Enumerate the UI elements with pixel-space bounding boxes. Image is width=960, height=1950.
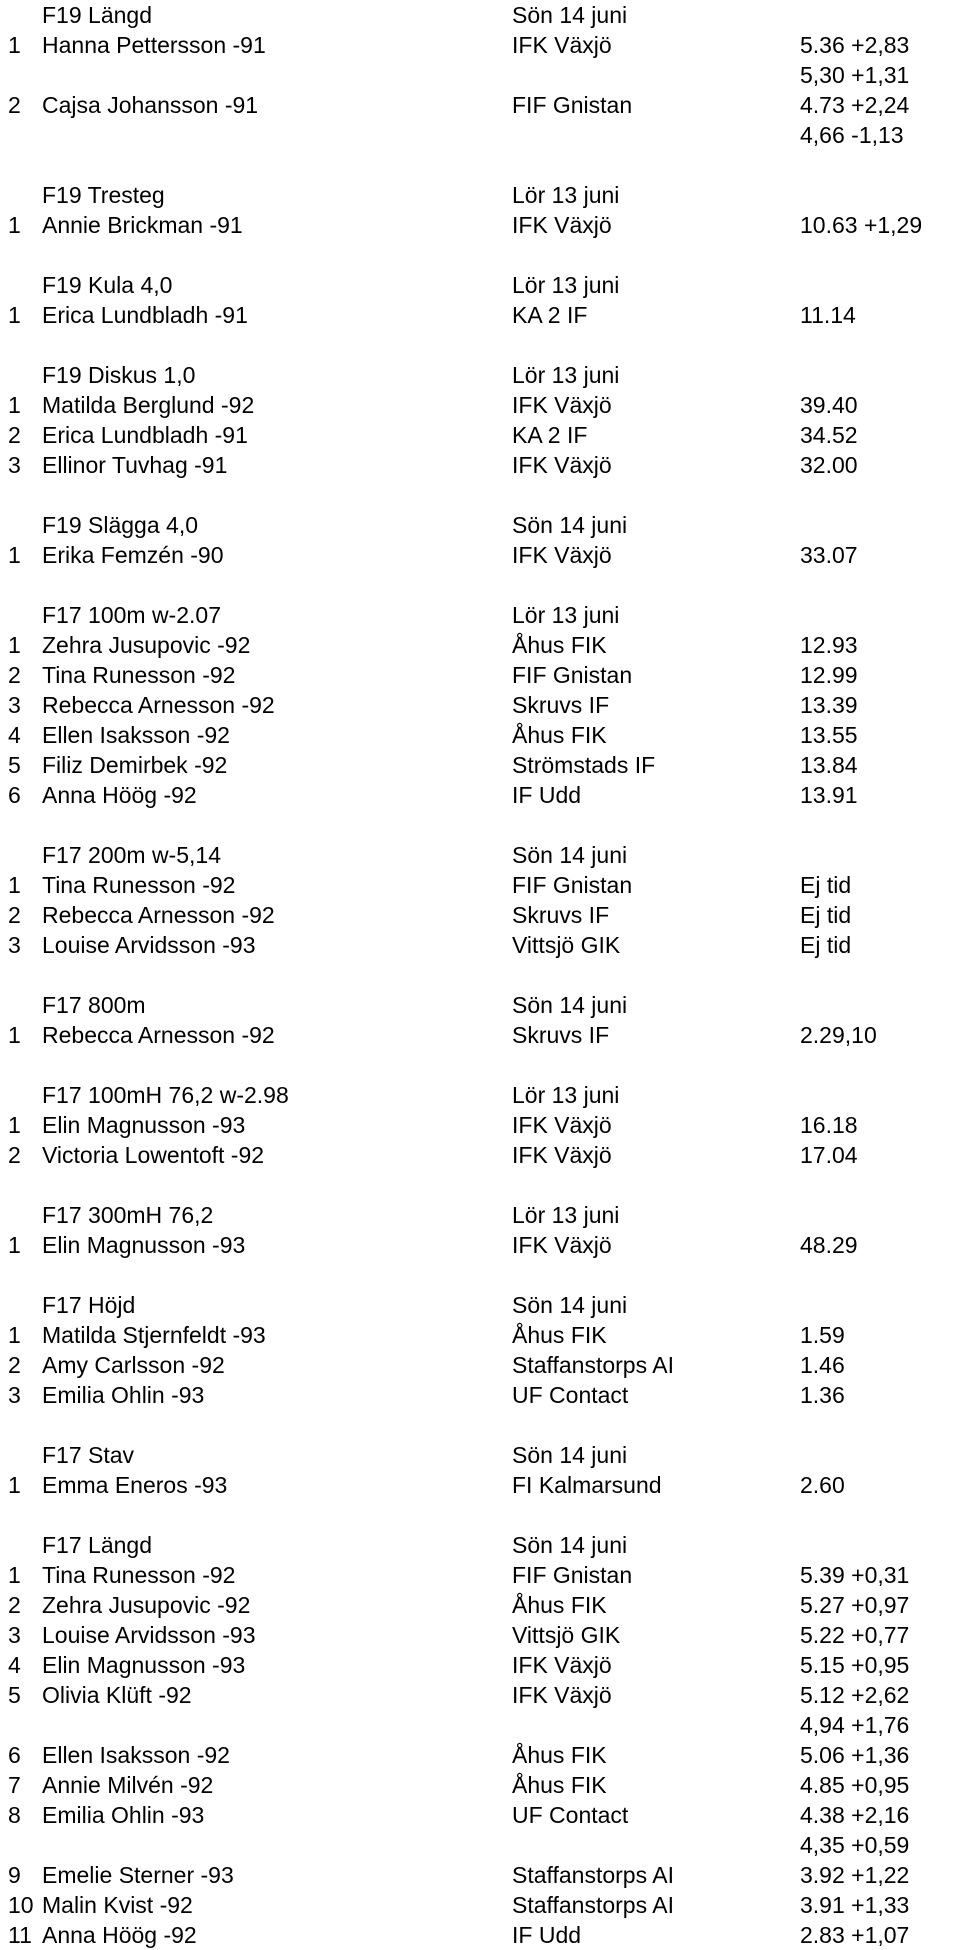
event-header — [0, 180, 960, 210]
result-value: 4.73 +2,24 — [800, 92, 910, 118]
club-name: Skruvs IF — [512, 1022, 610, 1048]
club-name: Åhus FIK — [512, 722, 607, 748]
result-value: 13.55 — [800, 722, 858, 748]
place-number: 3 — [8, 1382, 21, 1408]
athlete-name: Louise Arvidsson -93 — [42, 932, 256, 958]
result-value: 2.60 — [800, 1472, 845, 1498]
result-value: 5.22 +0,77 — [800, 1622, 910, 1648]
result-row — [0, 1710, 960, 1740]
place-number: 4 — [8, 722, 21, 748]
result-value: 1.46 — [800, 1352, 845, 1378]
place-number: 2 — [8, 422, 21, 448]
result-row — [0, 1860, 960, 1890]
result-row — [0, 450, 960, 480]
place-number: 1 — [8, 1022, 21, 1048]
result-value: 5.27 +0,97 — [800, 1592, 910, 1618]
result-row — [0, 390, 960, 420]
athlete-name: Amy Carlsson -92 — [42, 1352, 225, 1378]
club-name: FIF Gnistan — [512, 872, 633, 898]
place-number: 1 — [8, 1232, 21, 1258]
event-header — [0, 510, 960, 540]
result-row — [0, 1890, 960, 1920]
place-number: 11 — [8, 1922, 32, 1948]
place-number: 1 — [8, 392, 21, 418]
event-name: F17 100m w-2.07 — [42, 602, 221, 628]
result-row — [0, 660, 960, 690]
club-name: Åhus FIK — [512, 1742, 607, 1768]
result-value: 5.06 +1,36 — [800, 1742, 910, 1768]
result-value: 3.91 +1,33 — [800, 1892, 910, 1918]
result-row — [0, 690, 960, 720]
result-row — [0, 210, 960, 240]
result-row — [0, 90, 960, 120]
result-value: 11.14 — [800, 302, 856, 328]
event-name: F17 Längd — [42, 1532, 152, 1558]
result-value: 4.85 +0,95 — [800, 1772, 910, 1798]
athlete-name: Louise Arvidsson -93 — [42, 1622, 256, 1648]
club-name: IFK Växjö — [512, 452, 612, 478]
result-row — [0, 750, 960, 780]
result-value: 2.83 +1,07 — [800, 1922, 910, 1948]
result-row — [0, 1560, 960, 1590]
athlete-name: Erika Femzén -90 — [42, 542, 224, 568]
result-value: 32.00 — [800, 452, 858, 478]
athlete-name: Olivia Klüft -92 — [42, 1682, 192, 1708]
athlete-name: Rebecca Arnesson -92 — [42, 1022, 275, 1048]
athlete-name: Ellen Isaksson -92 — [42, 1742, 230, 1768]
event-date: Lör 13 juni — [512, 602, 620, 628]
result-row — [0, 1590, 960, 1620]
place-number: 5 — [8, 1682, 21, 1708]
event-header — [0, 0, 960, 30]
athlete-name: Ellinor Tuvhag -91 — [42, 452, 228, 478]
result-row — [0, 1320, 960, 1350]
event-header — [0, 1440, 960, 1470]
event-date: Sön 14 juni — [512, 1532, 628, 1558]
place-number: 1 — [8, 632, 21, 658]
athlete-name: Annie Brickman -91 — [42, 212, 243, 238]
place-number: 6 — [8, 1742, 21, 1768]
place-number: 2 — [8, 662, 21, 688]
result-row — [0, 780, 960, 810]
athlete-name: Tina Runesson -92 — [42, 1562, 236, 1588]
result-row — [0, 60, 960, 90]
event-date: Sön 14 juni — [512, 1442, 628, 1468]
result-row — [0, 540, 960, 570]
club-name: IFK Växjö — [512, 1142, 612, 1168]
result-row — [0, 1740, 960, 1770]
result-row — [0, 900, 960, 930]
athlete-name: Rebecca Arnesson -92 — [42, 902, 275, 928]
event-name: F19 Kula 4,0 — [42, 272, 173, 298]
athlete-name: Elin Magnusson -93 — [42, 1232, 246, 1258]
result-row — [0, 1230, 960, 1260]
athlete-name: Anna Höög -92 — [42, 782, 197, 808]
event-date: Lör 13 juni — [512, 1202, 620, 1228]
athlete-name: Matilda Berglund -92 — [42, 392, 255, 418]
result-value: 34.52 — [800, 422, 858, 448]
club-name: IFK Växjö — [512, 212, 612, 238]
result-value: 5,30 +1,31 — [800, 62, 910, 88]
result-value: Ej tid — [800, 902, 852, 928]
athlete-name: Tina Runesson -92 — [42, 872, 236, 898]
event-date: Lör 13 juni — [512, 272, 620, 298]
athlete-name: Cajsa Johansson -91 — [42, 92, 259, 118]
result-value: 13.84 — [800, 752, 858, 778]
event-date: Sön 14 juni — [512, 2, 628, 28]
place-number: 3 — [8, 932, 21, 958]
result-value: 4,66 -1,13 — [800, 122, 904, 148]
event-header — [0, 360, 960, 390]
place-number: 8 — [8, 1802, 21, 1828]
athlete-name: Filiz Demirbek -92 — [42, 752, 228, 778]
place-number: 1 — [8, 1472, 21, 1498]
event-header — [0, 270, 960, 300]
result-value: Ej tid — [800, 872, 852, 898]
club-name: Åhus FIK — [512, 632, 607, 658]
club-name: FIF Gnistan — [512, 662, 633, 688]
club-name: IFK Växjö — [512, 32, 612, 58]
result-value: 3.92 +1,22 — [800, 1862, 910, 1888]
club-name: Åhus FIK — [512, 1772, 607, 1798]
place-number: 1 — [8, 212, 21, 238]
event-date: Sön 14 juni — [512, 1292, 628, 1318]
club-name: FIF Gnistan — [512, 1562, 633, 1588]
club-name: Åhus FIK — [512, 1592, 607, 1618]
place-number: 1 — [8, 872, 21, 898]
place-number: 3 — [8, 1622, 21, 1648]
event-name: F17 200m w-5,14 — [42, 842, 221, 868]
athlete-name: Ellen Isaksson -92 — [42, 722, 230, 748]
result-row — [0, 1770, 960, 1800]
place-number: 1 — [8, 32, 21, 58]
event-header — [0, 1290, 960, 1320]
result-value: 13.91 — [800, 782, 858, 808]
result-row — [0, 1380, 960, 1410]
result-row — [0, 1620, 960, 1650]
result-value: 10.63 +1,29 — [800, 212, 923, 238]
club-name: KA 2 IF — [512, 302, 588, 328]
club-name: IFK Växjö — [512, 392, 612, 418]
event-header — [0, 600, 960, 630]
club-name: IF Udd — [512, 782, 582, 808]
event-name: F19 Diskus 1,0 — [42, 362, 196, 388]
club-name: Staffanstorps AI — [512, 1892, 674, 1918]
result-value: 5.15 +0,95 — [800, 1652, 910, 1678]
place-number: 1 — [8, 1562, 21, 1588]
place-number: 6 — [8, 782, 21, 808]
athlete-name: Rebecca Arnesson -92 — [42, 692, 275, 718]
place-number: 5 — [8, 752, 21, 778]
club-name: Staffanstorps AI — [512, 1862, 674, 1888]
event-name: F19 Längd — [42, 2, 152, 28]
result-value: 5.36 +2,83 — [800, 32, 910, 58]
place-number: 1 — [8, 542, 21, 568]
place-number: 2 — [8, 92, 21, 118]
event-header — [0, 840, 960, 870]
result-value: 5.39 +0,31 — [800, 1562, 910, 1588]
result-row — [0, 1140, 960, 1170]
result-value: 12.93 — [800, 632, 858, 658]
athlete-name: Elin Magnusson -93 — [42, 1112, 246, 1138]
athlete-name: Annie Milvén -92 — [42, 1772, 214, 1798]
event-name: F17 300mH 76,2 — [42, 1202, 214, 1228]
club-name: Vittsjö GIK — [512, 1622, 621, 1648]
club-name: IF Udd — [512, 1922, 582, 1948]
result-value: 5.12 +2,62 — [800, 1682, 910, 1708]
result-value: 39.40 — [800, 392, 858, 418]
event-header — [0, 1080, 960, 1110]
athlete-name: Hanna Pettersson -91 — [42, 32, 266, 58]
result-value: 1.36 — [800, 1382, 845, 1408]
place-number: 3 — [8, 452, 21, 478]
result-value: 1.59 — [800, 1322, 845, 1348]
club-name: IFK Växjö — [512, 1682, 612, 1708]
athlete-name: Emma Eneros -93 — [42, 1472, 228, 1498]
result-value: 4,94 +1,76 — [800, 1712, 910, 1738]
result-row — [0, 1830, 960, 1860]
result-row — [0, 420, 960, 450]
athlete-name: Emilia Ohlin -93 — [42, 1802, 205, 1828]
result-value: 4.38 +2,16 — [800, 1802, 910, 1828]
club-name: UF Contact — [512, 1802, 629, 1828]
event-date: Sön 14 juni — [512, 992, 628, 1018]
club-name: FI Kalmarsund — [512, 1472, 662, 1498]
place-number: 7 — [8, 1772, 21, 1798]
athlete-name: Matilda Stjernfeldt -93 — [42, 1322, 266, 1348]
place-number: 1 — [8, 302, 21, 328]
event-date: Sön 14 juni — [512, 512, 628, 538]
result-row — [0, 300, 960, 330]
result-row — [0, 1110, 960, 1140]
result-row — [0, 1680, 960, 1710]
place-number: 2 — [8, 1592, 21, 1618]
result-value: 2.29,10 — [800, 1022, 877, 1048]
result-value: 33.07 — [800, 542, 858, 568]
place-number: 1 — [8, 1322, 21, 1348]
athlete-name: Malin Kvist -92 — [42, 1892, 193, 1918]
athlete-name: Zehra Jusupovic -92 — [42, 632, 251, 658]
result-value: 17.04 — [800, 1142, 858, 1168]
club-name: KA 2 IF — [512, 422, 588, 448]
event-name: F17 Stav — [42, 1442, 135, 1468]
club-name: Staffanstorps AI — [512, 1352, 674, 1378]
result-row — [0, 720, 960, 750]
athlete-name: Anna Höög -92 — [42, 1922, 197, 1948]
club-name: Strömstads IF — [512, 752, 656, 778]
club-name: Åhus FIK — [512, 1322, 607, 1348]
result-value: Ej tid — [800, 932, 852, 958]
event-name: F17 800m — [42, 992, 146, 1018]
club-name: Skruvs IF — [512, 692, 610, 718]
place-number: 2 — [8, 902, 21, 928]
result-value: 16.18 — [800, 1112, 858, 1138]
athlete-name: Erica Lundbladh -91 — [42, 422, 248, 448]
event-date: Lör 13 juni — [512, 362, 620, 388]
result-row — [0, 930, 960, 960]
event-header — [0, 990, 960, 1020]
athlete-name: Elin Magnusson -93 — [42, 1652, 246, 1678]
place-number: 2 — [8, 1142, 21, 1168]
result-value: 12.99 — [800, 662, 858, 688]
athlete-name: Erica Lundbladh -91 — [42, 302, 248, 328]
place-number: 1 — [8, 1112, 21, 1138]
event-header — [0, 1530, 960, 1560]
club-name: IFK Växjö — [512, 1652, 612, 1678]
place-number: 4 — [8, 1652, 21, 1678]
event-date: Lör 13 juni — [512, 182, 620, 208]
result-value: 13.39 — [800, 692, 858, 718]
club-name: Vittsjö GIK — [512, 932, 621, 958]
result-value: 4,35 +0,59 — [800, 1832, 910, 1858]
result-row — [0, 870, 960, 900]
club-name: IFK Växjö — [512, 1112, 612, 1138]
athlete-name: Tina Runesson -92 — [42, 662, 236, 688]
athlete-name: Emelie Sterner -93 — [42, 1862, 234, 1888]
result-row — [0, 1800, 960, 1830]
result-row — [0, 1650, 960, 1680]
club-name: IFK Växjö — [512, 542, 612, 568]
place-number: 9 — [8, 1862, 21, 1888]
athlete-name: Emilia Ohlin -93 — [42, 1382, 205, 1408]
event-header — [0, 1200, 960, 1230]
event-name: F19 Slägga 4,0 — [42, 512, 199, 538]
athlete-name: Zehra Jusupovic -92 — [42, 1592, 251, 1618]
result-row — [0, 120, 960, 150]
result-row — [0, 30, 960, 60]
event-name: F17 Höjd — [42, 1292, 136, 1318]
event-name: F19 Tresteg — [42, 182, 165, 208]
club-name: UF Contact — [512, 1382, 629, 1408]
place-number: 10 — [8, 1892, 34, 1918]
event-name: F17 100mH 76,2 w-2.98 — [42, 1082, 289, 1108]
club-name: IFK Växjö — [512, 1232, 612, 1258]
event-date: Sön 14 juni — [512, 842, 628, 868]
result-row — [0, 1470, 960, 1500]
result-value: 48.29 — [800, 1232, 858, 1258]
place-number: 3 — [8, 692, 21, 718]
place-number: 2 — [8, 1352, 21, 1378]
event-date: Lör 13 juni — [512, 1082, 620, 1108]
result-row — [0, 630, 960, 660]
club-name: Skruvs IF — [512, 902, 610, 928]
result-row — [0, 1020, 960, 1050]
result-row — [0, 1350, 960, 1380]
result-row — [0, 1920, 960, 1950]
club-name: FIF Gnistan — [512, 92, 633, 118]
athlete-name: Victoria Lowentoft -92 — [42, 1142, 265, 1168]
